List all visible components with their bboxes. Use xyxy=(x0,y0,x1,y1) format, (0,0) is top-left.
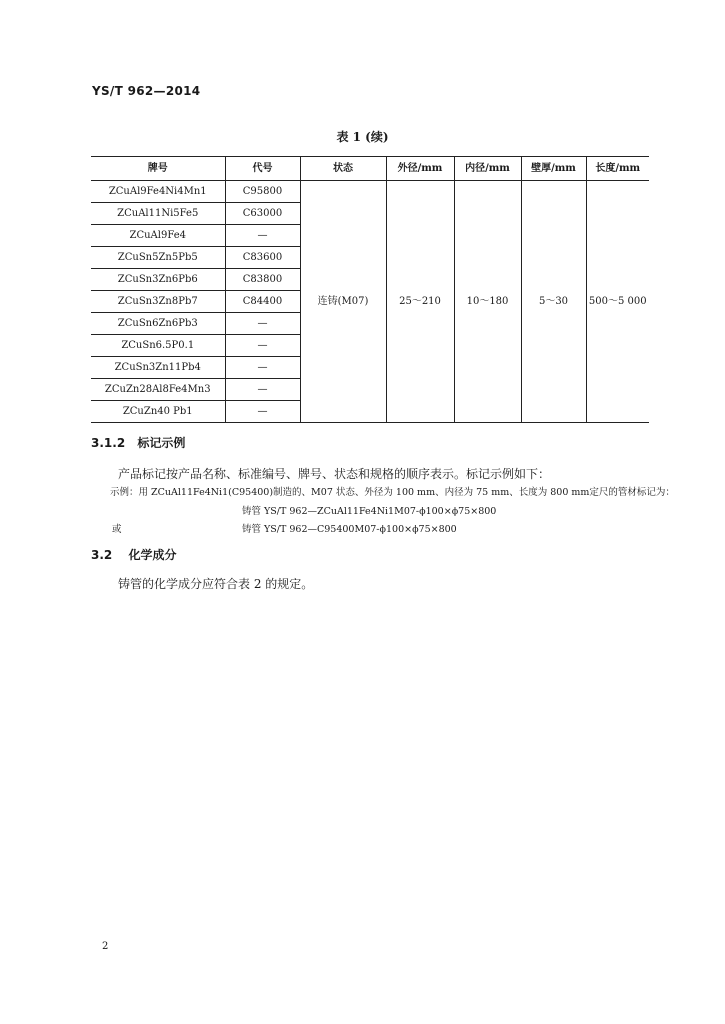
or-label: 或 xyxy=(112,524,122,535)
example-text: 用 ZCuAl11Fe4Ni1(C95400)制造的、M07 状态、外径为 100 mm、内径为 75 mm、长度为 800 mm定尺的管材标记为： xyxy=(138,487,675,498)
mark-example-2: 铸管 YS/T 962—C95400M07-ϕ100×ϕ75×800 xyxy=(242,524,457,535)
col-header-length: 长度/mm xyxy=(586,157,649,181)
cell-grade: ZCuSn3Zn6Pb6 xyxy=(91,269,225,291)
cell-code: — xyxy=(225,313,300,335)
section-title: 化学成分 xyxy=(128,548,177,562)
cell-grade: ZCuZn40 Pb1 xyxy=(91,401,225,423)
table-header-row xyxy=(91,157,649,181)
cell-grade: ZCuSn6Zn6Pb3 xyxy=(91,313,225,335)
cell-grade: ZCuSn3Zn11Pb4 xyxy=(91,357,225,379)
cell-code: — xyxy=(225,357,300,379)
cell-code: — xyxy=(225,335,300,357)
cell-code: — xyxy=(225,225,300,247)
marking-paragraph: 产品标记按产品名称、标准编号、牌号、状态和规格的顺序表示。标记示例如下： xyxy=(118,467,551,481)
col-header-code: 代号 xyxy=(225,157,300,181)
cell-grade: ZCuAl9Fe4Ni4Mn1 xyxy=(91,181,225,203)
table-title: 表 1 (续) xyxy=(336,130,389,144)
mark-example-1: 铸管 YS/T 962—ZCuAl11Fe4Ni1M07-ϕ100×ϕ75×800 xyxy=(242,506,497,517)
col-header-state: 状态 xyxy=(300,157,386,181)
cell-code: C63000 xyxy=(225,203,300,225)
cell-grade: ZCuSn5Zn5Pb5 xyxy=(91,247,225,269)
cell-code: C95800 xyxy=(225,181,300,203)
document-header: YS/T 962—2014 xyxy=(92,84,201,98)
cell-code: C84400 xyxy=(225,291,300,313)
cell-code: — xyxy=(225,379,300,401)
section-number: 3.2 xyxy=(91,548,113,562)
section-3-2-heading xyxy=(91,546,176,563)
example-label: 示例： xyxy=(110,487,139,498)
example-line xyxy=(110,484,675,498)
spec-table xyxy=(91,156,649,423)
cell-length: 500～5 000 xyxy=(586,181,649,423)
col-header-wall-thickness: 壁厚/mm xyxy=(521,157,586,181)
chemical-composition-paragraph: 铸管的化学成分应符合表 2 的规定。 xyxy=(118,577,314,591)
cell-code: — xyxy=(225,401,300,423)
page-number: 2 xyxy=(102,941,109,952)
cell-grade: ZCuSn6.5P0.1 xyxy=(91,335,225,357)
cell-grade: ZCuZn28Al8Fe4Mn3 xyxy=(91,379,225,401)
col-header-inner-diameter: 内径/mm xyxy=(454,157,521,181)
cell-grade: ZCuAl9Fe4 xyxy=(91,225,225,247)
col-header-outer-diameter: 外径/mm xyxy=(386,157,454,181)
cell-code: C83800 xyxy=(225,269,300,291)
col-header-grade: 牌号 xyxy=(91,157,225,181)
table-row xyxy=(91,181,649,203)
cell-outer-diameter: 25～210 xyxy=(386,181,454,423)
cell-wall-thickness: 5～30 xyxy=(521,181,586,423)
cell-grade: ZCuAl11Ni5Fe5 xyxy=(91,203,225,225)
section-title: 标记示例 xyxy=(137,436,186,450)
section-number: 3.1.2 xyxy=(91,436,126,450)
cell-grade: ZCuSn3Zn8Pb7 xyxy=(91,291,225,313)
cell-code: C83600 xyxy=(225,247,300,269)
cell-state: 连铸(M07) xyxy=(300,181,386,423)
cell-inner-diameter: 10～180 xyxy=(454,181,521,423)
section-3-1-2-heading xyxy=(91,434,185,451)
